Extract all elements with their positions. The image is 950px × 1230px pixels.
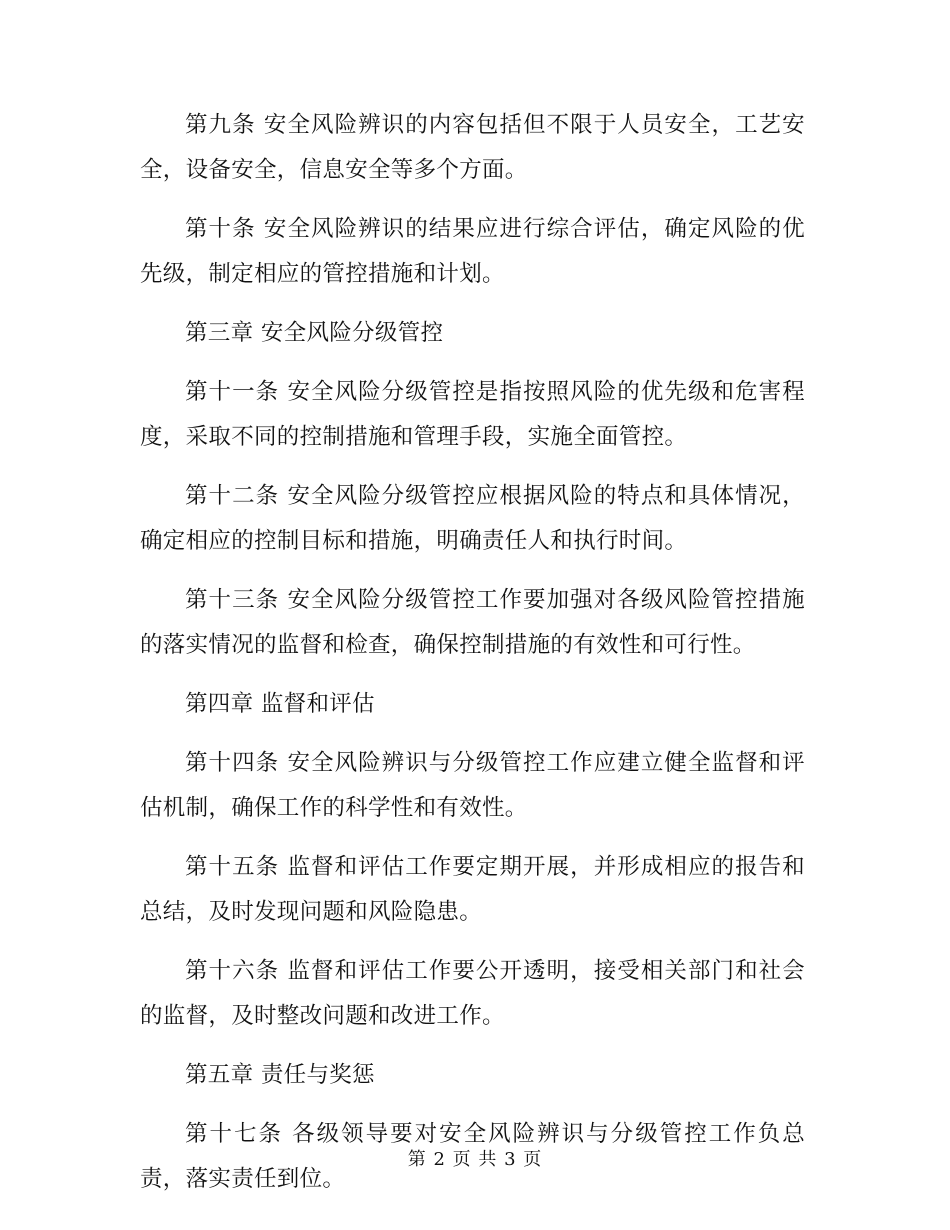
page-number-footer: 第 2 页 共 3 页 bbox=[407, 1149, 543, 1170]
article-12: 第十二条 安全风险分级管控应根据风险的特点和具体情况，确定相应的控制目标和措施，明确责任人和执行时间。 bbox=[140, 483, 805, 554]
article-11: 第十一条 安全风险分级管控是指按照风险的优先级和危害程度，采取不同的控制措施和管理手段，实施全面管控。 bbox=[140, 379, 805, 450]
chapter-4-heading: 第四章 监督和评估 bbox=[185, 691, 375, 717]
chapter-3-heading: 第三章 安全风险分级管控 bbox=[185, 320, 444, 346]
article-9: 第九条 安全风险辨识的内容包括但不限于人员安全，工艺安全，设备安全，信息安全等多个方面。 bbox=[140, 112, 805, 183]
chapter-5-heading: 第五章 责任与奖惩 bbox=[185, 1062, 375, 1088]
article-15: 第十五条 监督和评估工作要定期开展，并形成相应的报告和总结，及时发现问题和风险隐患。 bbox=[140, 854, 805, 925]
article-10: 第十条 安全风险辨识的结果应进行综合评估，确定风险的优先级，制定相应的管控措施和计划。 bbox=[140, 216, 805, 287]
article-13: 第十三条 安全风险分级管控工作要加强对各级风险管控措施的落实情况的监督和检查，确保控制措施的有效性和可行性。 bbox=[140, 587, 805, 658]
article-16: 第十六条 监督和评估工作要公开透明，接受相关部门和社会的监督，及时整改问题和改进工作。 bbox=[140, 958, 805, 1029]
article-14: 第十四条 安全风险辨识与分级管控工作应建立健全监督和评估机制，确保工作的科学性和有效性。 bbox=[140, 750, 805, 821]
article-17: 第十七条 各级领导要对安全风险辨识与分级管控工作负总责，落实责任到位。 bbox=[140, 1121, 805, 1192]
document-body bbox=[140, 103, 805, 1216]
